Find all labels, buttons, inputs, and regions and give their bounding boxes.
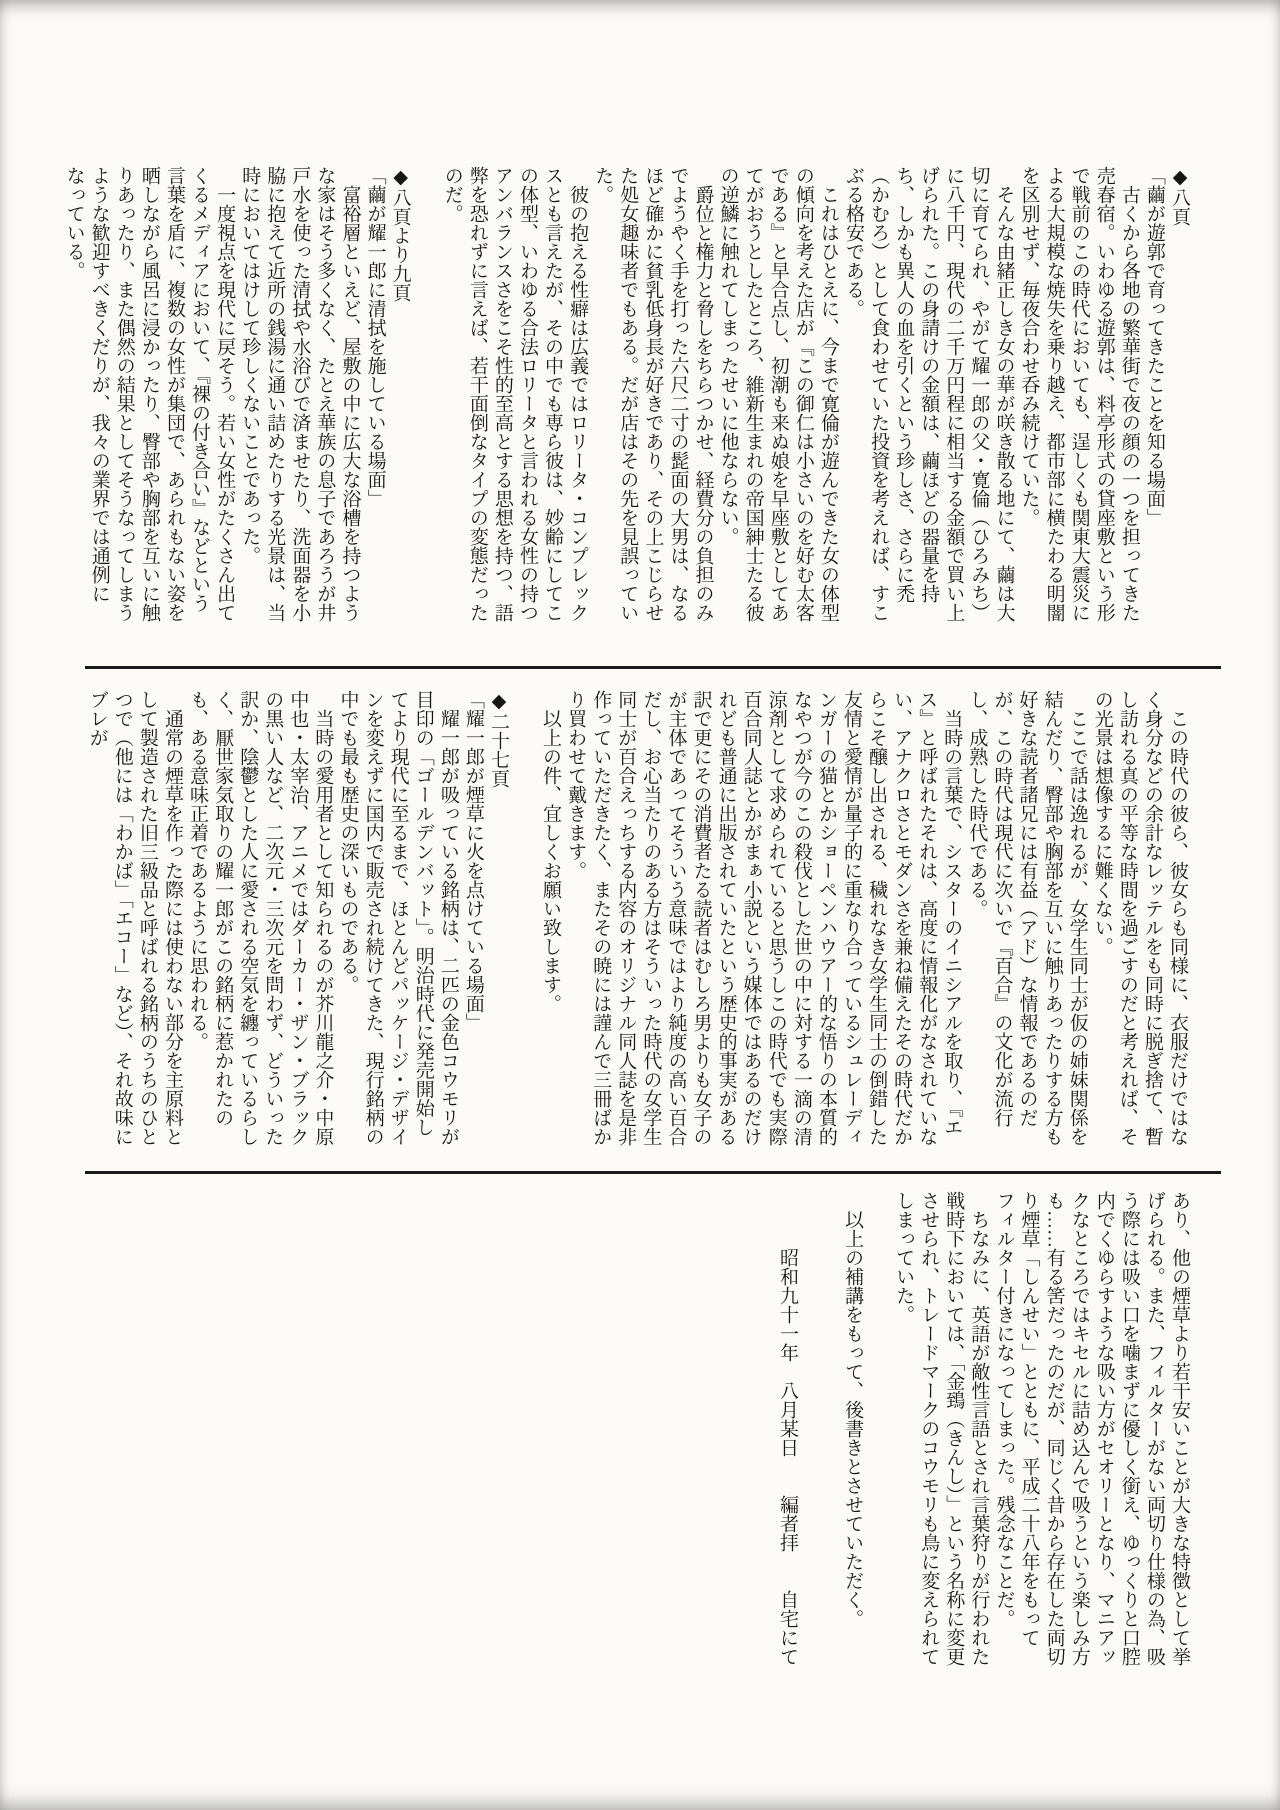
body-paragraph: 当時の愛用者として知られるのが芥川龍之介・中原中也・太宰治、アニメではダーカー・ザン・ブラックの黒い人など、二次元・三次元を問わず、どういった訳か、陰鬱とした人に愛される空気を纏っているらしく、厭世家気取りの耀一郎がこの銘柄に惹かれたのも、ある意味正着であるように思われる。: [187, 690, 334, 1146]
page-ref-heading: ◆八頁: [1169, 166, 1190, 226]
closing-paragraph: 以上の補講をもって、後書きとさせていただく。: [842, 1210, 864, 1628]
colophon-line: 昭和九十一年 八月某日 編者拝 自宅にて: [776, 1248, 798, 1666]
page-ref-heading: ◆二十七頁: [487, 690, 509, 788]
body-paragraph: これはひとえに、今まで寛倫が遊んできた女の体型の傾向を考えた店が『この御仁は小さいのを好む太客である』と早合点し、初潮も来ぬ娘を早座敷としてあてがおうとしたところ、維新生まれの帝国紳士たる彼の逆鱗に触れてしまったせいに他ならない。: [717, 166, 839, 622]
body-paragraph: 一度視点を現代に戻そう。若い女性がたくさん出てくるメディアにおいて、『裸の付き合い』などという言葉を盾に、複数の女性が集団で、あられもない姿を晒しながら風呂に浸かったり、臀部や胸部を互いに触りあったり、また偶然の結果としてそうなってしまうような歓迎すべきくだりが、我々の業界では通例になっている。: [63, 166, 236, 622]
body-paragraph: ここで話は逸れるが、女学生同士が仮の姉妹関係を結んだり、臀部や胸部を互いに触りあったりする方も好きな読者諸兄には有益（アド）な情報であるのだが、この時代は現代に次いで『百合』の文化が流行し、成熟した時代である。: [966, 690, 1088, 1146]
body-paragraph: 以上の件、宜しくお願い致します。: [540, 709, 562, 1013]
body-paragraph: 爵位と権力と脅しをちらつかせ、経費分の負担のみでようやく手を打った六尺二寸の髭面の大男は、なるほど確かに貧乳低身長が好きであり、その上こじらせた処女趣味者でもある。だが店はその先を見誤っていた。: [592, 166, 714, 622]
body-paragraph: 通常の煙草を作った際には使わない部分を主原料として製造された旧三級品と呼ばれる銘柄のうちのひとつで（他には「わかば」「エコー」など）、それ故味にブレが: [86, 690, 183, 1146]
page-ref-heading: ◆八頁より九頁: [389, 166, 411, 302]
body-paragraph: ちなみに、英語が敵性言語とされ言葉狩りが行われた戦時下においては、「金鵄（きんし）」という名称に変更させられ、トレードマークのコウモリも鳥に変えられてしまっていた。: [893, 1191, 990, 1666]
scene-title: 「繭が耀一郎に清拭を施している場面」: [364, 166, 386, 508]
body-paragraph: 耀一郎が吸っている銘柄は、二匹の金色コウモリが目印の「ゴールデンバット」。明治時代に発売開始してより現代に至るまで、ほとんどパッケージ・デザインを変えずに国内で販売され続けてきた、現行銘柄の中でも最も歴史の深いものである。: [337, 690, 459, 1146]
section-divider-line: [85, 666, 1221, 669]
scene-title: 「繭が遊郭で育ってきたことを知る場面」: [1143, 166, 1165, 527]
section-divider-line: [85, 1171, 1221, 1174]
body-paragraph: あり、他の煙草より若干安いことが大きな特徴として挙げられる。また、フィルターがない両切り仕様の為、吸う際には吸い口を噛まずに優しく銜え、ゆっくりと口腔内でくゆらすような吸い方がセオリーとなり、マニアックなところではキセルに詰め込んで吸うという楽しみ方も……有る筈だったのだが、同じく昔から存在した両切り煙草「しんせい」とともに、平成二十八年をもってフィルター付きになってしまった。残念なことだ。: [993, 1191, 1190, 1666]
notes-section-middle: [80, 690, 1190, 1148]
body-paragraph: 彼の抱える性癖は広義ではロリータ・コンプレックスとも言えたが、その中でも専ら彼は、妙齢にしてこの体型、いわゆる合法ロリータと言われる女性の持つアンバランスさをこそ性的至高とする思想を持つ、語弊を恐れずに言えば、若干面倒なタイプの変態だったのだ。: [441, 166, 589, 622]
notes-section-top: [63, 166, 1192, 624]
body-paragraph: 富裕層といえど、屋敷の中に広大な浴槽を持つような家はそう多くなく、たとえ華族の息子であろうが井戸水を使った清拭や水浴びで済ませたり、洗面器を小脇に抱えて近所の銭湯に通い詰めたりする光景は、当時においてはけして珍しくないことであった。: [239, 166, 361, 622]
body-paragraph: 古くから各地の繁華街で夜の顔の一つを担ってきた売春宿。いわゆる遊郭は、料亭形式の貸座敷という形で戦前のこの時代においても、逞しくも関東大震災による大規模な焼失を乗り越え、都市部に横たわる明闇を区別せず、毎夜合わせ呑み続けていた。: [1018, 166, 1140, 622]
body-paragraph: 当時の言葉で、シスターのイニシアルを取り、『エス』と呼ばれたそれは、高度に情報化がなされていない、アナクロさとモダンさを兼ね備えたその時代だからこそ醸し出される、穢れなき女学生同士の倒錯した友情と愛情が量子的に重なり合っているシュレーディンガーの猫とかショーペンハウアー的な悟りの本質的なやつが今のこの殺伐とした世の中に対する一滴の清涼剤として求められていると思うしこの時代でも実際百合同人誌とかがまぁ小説という媒体ではあるのだけれども普通に出版されていたという歴史的事実がある訳で更にその消費者たる読者はむしろ男よりも女子のが主体であってそういう意味ではより純度の高い百合だし、お心当たりのある方はそういった時代の女学生同士が百合えっちする内容のオリジナル同人誌を是非作っていただきたく、またその暁には謹んで三冊ばかり買わせて戴きます。: [565, 690, 963, 1146]
scene-title: 「耀一郎が煙草に火を点けている場面」: [462, 690, 484, 1032]
notes-section-bottom: [82, 1191, 1192, 1667]
body-paragraph: そんな由緒正しき女の華が咲き散る地にて、繭は大切に育てられ、やがて耀一郎の父・寛倫（ひろみち）に八千円、現代の二千万円程に相当する金額で買い上げられた。この身請けの金額は、繭ほどの器量を持ち、しかも異人の血を引くという珍しさ、さらに禿（かむろ）として食わせていた投資を考えれば、すこぶる格安である。: [842, 166, 1015, 622]
body-paragraph: この時代の彼ら、彼女らも同様に、衣服だけではなく身分などの余計なレッテルをも同時に脱ぎ捨て、暫し訪れる真の平等な時間を過ごすのだと考えれば、その光景は想像するに難くない。: [1091, 690, 1188, 1146]
